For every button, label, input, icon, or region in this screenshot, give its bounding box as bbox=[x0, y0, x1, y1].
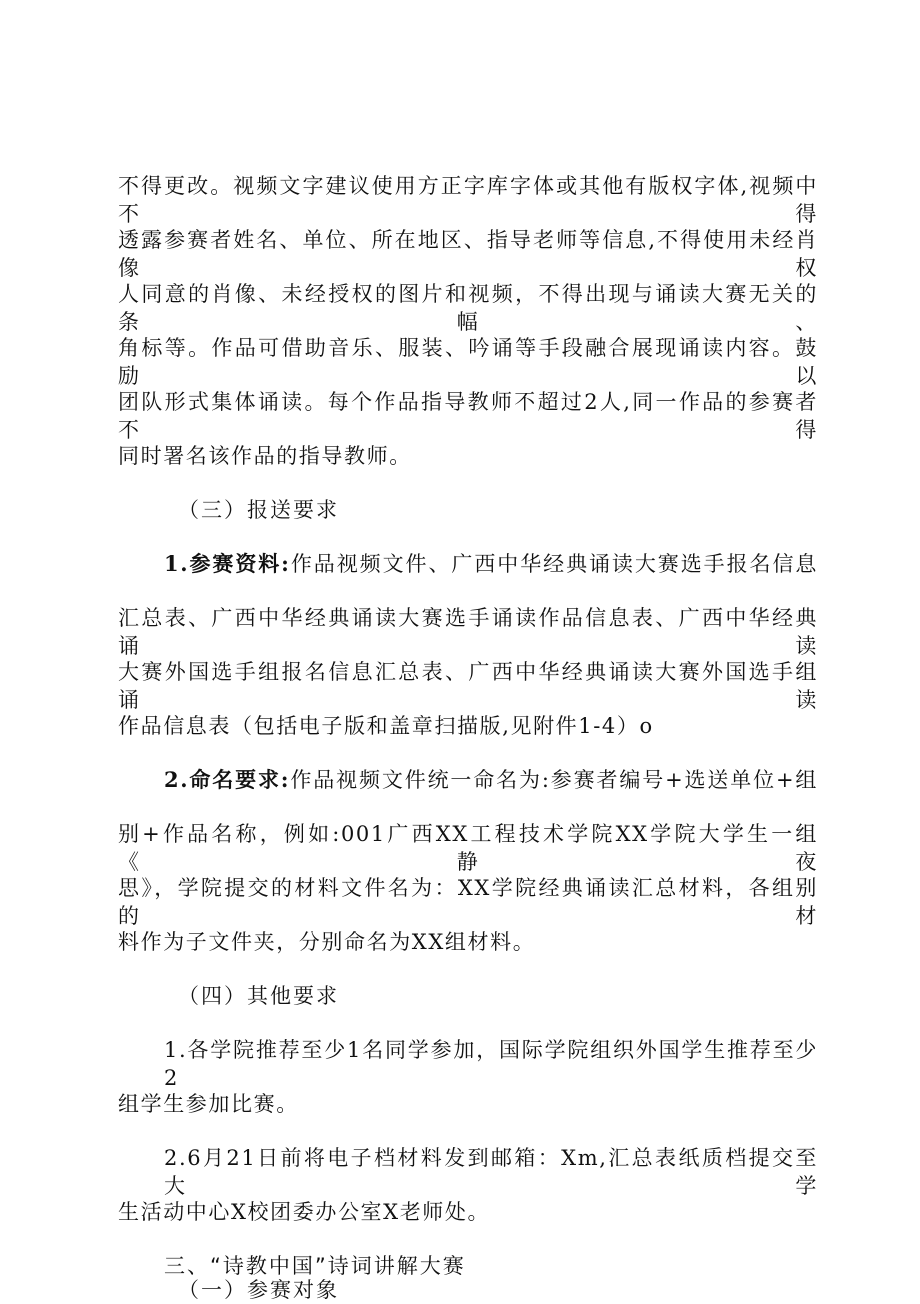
item-2-line: 料作为子文件夹，分别命名为XX组材料。 bbox=[118, 930, 536, 954]
paragraph-line: 人同意的肖像、未经授权的图片和视频，不得出现与诵读大赛无关的条幅、 bbox=[118, 282, 818, 334]
item-1-line bbox=[164, 550, 818, 578]
part-3-sub-heading: （一）参赛对象 bbox=[178, 1278, 339, 1302]
section-heading-submission: （三）报送要求 bbox=[178, 498, 339, 522]
item-1-line: 汇总表、广西中华经典诵读大赛选手诵读作品信息表、广西中华经典诵读 bbox=[118, 606, 818, 658]
item-2-line bbox=[164, 766, 818, 794]
item-2-label: 2.命名要求: bbox=[164, 767, 291, 792]
item-2-line: 思》，学院提交的材料文件名为：XX学院经典诵读汇总材料，各组别的材 bbox=[118, 876, 818, 928]
item-2-line: 别+作品名称，例如:001广西XX工程技术学院XX学院大学生一组《静夜 bbox=[118, 822, 818, 874]
item-1-label: 1.参赛资料: bbox=[164, 551, 291, 576]
other-1-line: 1.各学院推荐至少1名同学参加，国际学院组织外国学生推荐至少2 bbox=[164, 1038, 818, 1090]
item-1-line: 作品信息表（包括电子版和盖章扫描版,见附件1-4）o bbox=[118, 714, 654, 738]
other-2-line: 生活动中心X校团委办公室X老师处。 bbox=[118, 1200, 491, 1224]
other-1-line: 组学生参加比赛。 bbox=[118, 1092, 299, 1116]
paragraph-line: 同时署名该作品的指导教师。 bbox=[118, 444, 412, 468]
section-heading-other: （四）其他要求 bbox=[178, 984, 339, 1008]
paragraph-line: 团队形式集体诵读。每个作品指导教师不超过2人,同一作品的参赛者不得 bbox=[118, 390, 818, 442]
item-1-line: 大赛外国选手组报名信息汇总表、广西中华经典诵读大赛外国选手组诵读 bbox=[118, 660, 818, 712]
paragraph-line: 透露参赛者姓名、单位、所在地区、指导老师等信息,不得使用未经肖像权 bbox=[118, 228, 818, 280]
item-1-text: 作品视频文件、广西中华经典诵读大赛选手报名信息 bbox=[290, 552, 818, 576]
part-3-heading: 三、“诗教中国”诗词讲解大赛 bbox=[164, 1254, 466, 1278]
paragraph-line: 角标等。作品可借助音乐、服装、吟诵等手段融合展现诵读内容。鼓励以 bbox=[118, 336, 818, 388]
item-2-text: 作品视频文件统一命名为:参赛者编号+选送单位+组 bbox=[290, 768, 819, 792]
paragraph-line: 不得更改。视频文字建议使用方正字库字体或其他有版权字体,视频中不得 bbox=[118, 174, 818, 226]
other-2-line: 2.6月21日前将电子档材料发到邮箱：Xm,汇总表纸质档提交至大学 bbox=[164, 1146, 818, 1198]
